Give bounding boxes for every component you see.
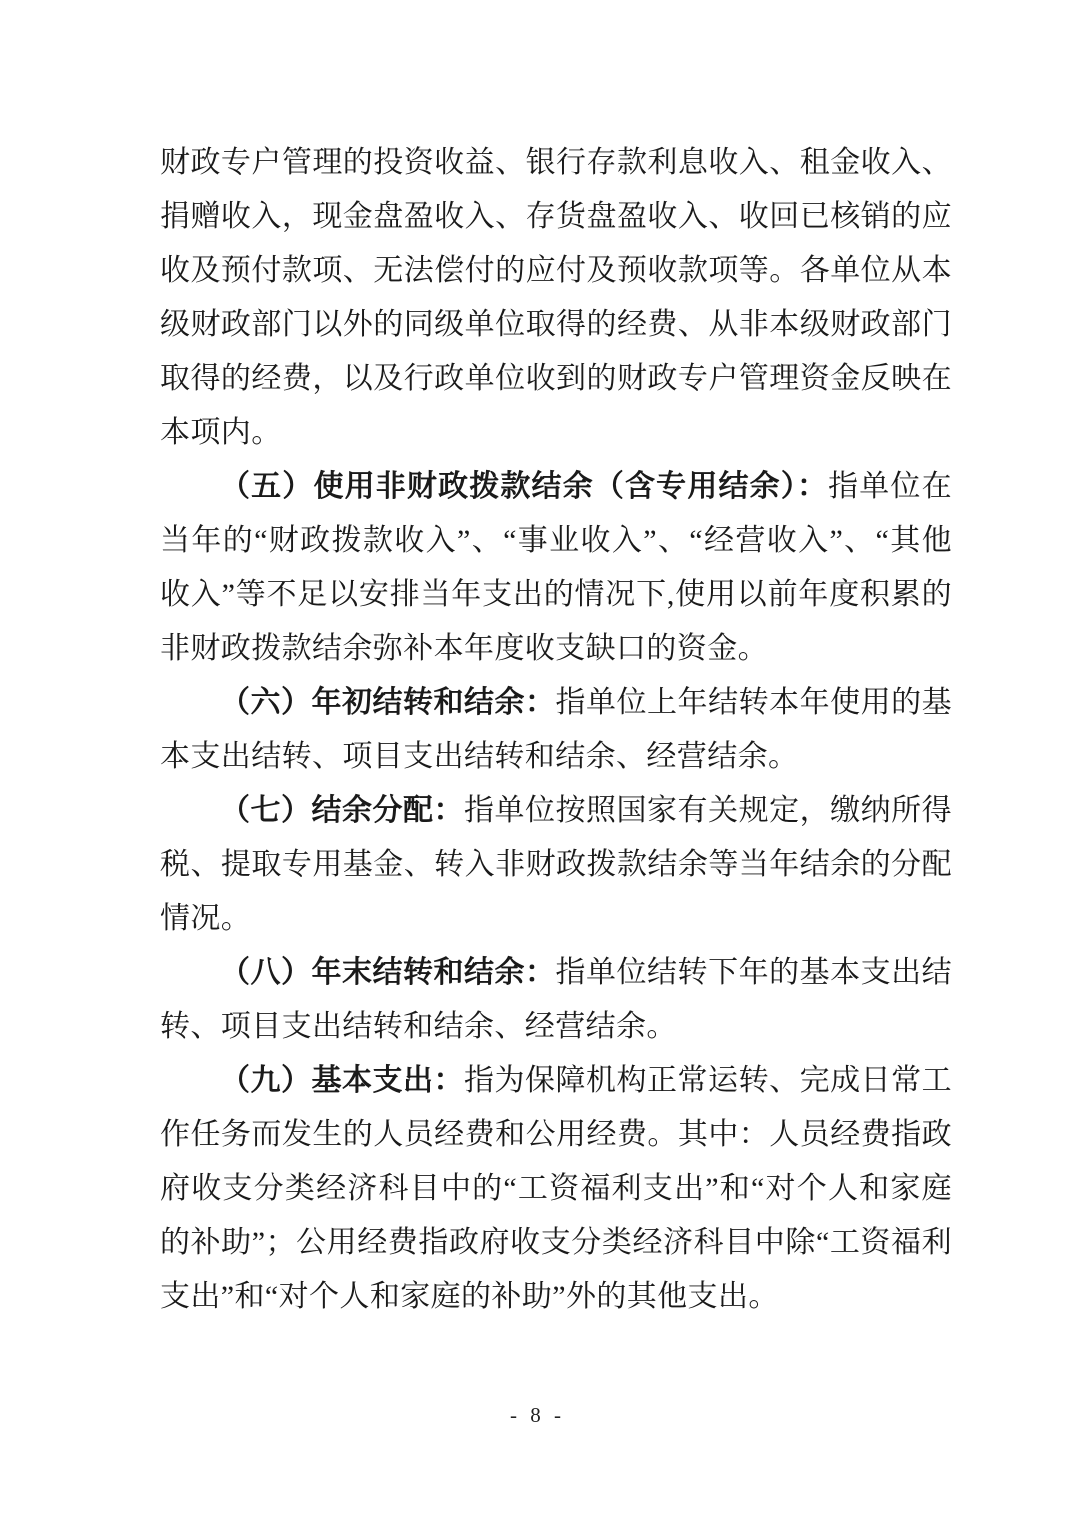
paragraph-text: 指为保障机构正常运转、完成日常工作任务而发生的人员经费和公用经费。其中：人员经费指政府收支分类经济科目中的“工资福利支出”和“对个人和家庭的补助”；公用经费指政府收支分类经济科目中除“工资福利支出”和“对个人和家庭的补助”外的其他支出。 <box>160 1064 952 1313</box>
paragraph-text: 指单位在当年的“财政拨款收入”、“事业收入”、“经营收入”、“其他收入”等不足以安排当年支出的情况下,使用以前年度积累的非财政拨款结余弥补本年度收支缺口的资金。 <box>160 470 952 665</box>
paragraph-item-8 <box>160 946 952 1054</box>
paragraph-lead: （六）年初结转和结余： <box>220 686 556 719</box>
document-body <box>160 136 952 1324</box>
paragraph-lead: （八）年末结转和结余： <box>220 956 556 989</box>
paragraph-item-7 <box>160 784 952 946</box>
paragraph-item-9 <box>160 1054 952 1324</box>
paragraph-lead: （九）基本支出： <box>220 1064 465 1097</box>
paragraph-lead: （五）使用非财政拨款结余（含专用结余）： <box>220 470 829 503</box>
paragraph-text: 指单位上年结转本年使用的基本支出结转、项目支出结转和结余、经营结余。 <box>160 686 952 773</box>
paragraph-lead: （七）结余分配： <box>220 794 465 827</box>
paragraph-item-5 <box>160 460 952 676</box>
paragraph-continuation <box>160 136 952 460</box>
paragraph-text: 指单位结转下年的基本支出结转、项目支出结转和结余、经营结余。 <box>160 956 952 1043</box>
page-number: - 8 - <box>510 1403 565 1427</box>
paragraph-text: 指单位按照国家有关规定，缴纳所得税、提取专用基金、转入非财政拨款结余等当年结余的分配情况。 <box>160 794 952 935</box>
paragraph-text: 财政专户管理的投资收益、银行存款利息收入、租金收入、捐赠收入，现金盘盈收入、存货盘盈收入、收回已核销的应收及预付款项、无法偿付的应付及预收款项等。各单位从本级财政部门以外的同级单位取得的经费、从非本级财政部门取得的经费，以及行政单位收到的财政专户管理资金反映在本项内。 <box>160 146 952 449</box>
paragraph-item-6 <box>160 676 952 784</box>
